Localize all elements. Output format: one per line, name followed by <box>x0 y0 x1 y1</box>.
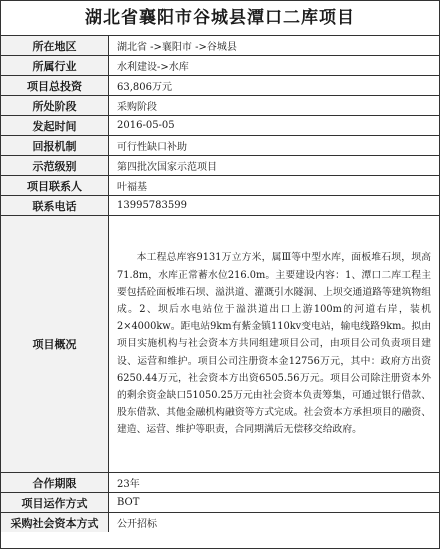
table-row <box>1 116 439 136</box>
field-value: 13995783599 <box>109 196 440 216</box>
table-row <box>1 196 439 216</box>
table-row <box>1 136 439 156</box>
field-value: 水利建设->水库 <box>109 56 440 76</box>
field-value: BOT <box>109 493 440 513</box>
field-value: 可行性缺口补助 <box>109 136 440 156</box>
table-row <box>1 56 439 76</box>
field-label: 合作期限 <box>1 473 109 493</box>
field-label: 项目总投资 <box>1 76 109 96</box>
field-value: 湖北省 ->襄阳市 ->谷城县 <box>109 36 440 56</box>
field-label: 联系电话 <box>1 196 109 216</box>
page-title: 湖北省襄阳市谷城县潭口二库项目 <box>1 1 439 36</box>
field-label: 所在地区 <box>1 36 109 56</box>
field-label: 示范级别 <box>1 156 109 176</box>
table-row <box>1 96 439 116</box>
field-value: 叶福基 <box>109 176 440 196</box>
field-label: 所属行业 <box>1 56 109 76</box>
field-value: 2016-05-05 <box>109 116 440 136</box>
field-label: 发起时间 <box>1 116 109 136</box>
field-value: 第四批次国家示范项目 <box>109 156 440 176</box>
overview-label: 项目概况 <box>1 216 109 473</box>
field-label: 所处阶段 <box>1 96 109 116</box>
overview-row <box>1 216 439 473</box>
field-label: 回报机制 <box>1 136 109 156</box>
field-label: 项目运作方式 <box>1 493 109 513</box>
field-label: 项目联系人 <box>1 176 109 196</box>
overview-text: 本工程总库容9131万立方米，属Ⅲ等中型水库，面板堆石坝，坝高71.8m，水库正常蓄水位216.0m。主要建设内容：1、潭口二库工程主要包括砼面板堆石坝、溢洪道、灌溉引水隧洞、上坝交通道路等建筑物组成。2、坝后水电站位于溢洪道出口上游100m的河道右岸，装机2×4000kw。距电站9km有紫金镇110kv变电站，输电线路9km。拟由项目实施机构与社会资本方共同组建项目公司，由项目公司负责项目建设、运营和维护。项目公司注册资本金12756万元，其中：政府方出资6250.44万元，社会资本方出资6505.56万元。项目公司除注册资本外的剩余资金缺口51050.25万元由社会资本负责筹集，可通过银行借款、股东借款、其他金融机构融资等方式完成。社会资本方承担项目的融资、建造、运营、维护等职责，合同期满后无偿移交给政府。 <box>109 216 440 473</box>
table-row <box>1 473 439 493</box>
table-row <box>1 156 439 176</box>
field-value: 采购阶段 <box>109 96 440 116</box>
table-row <box>1 76 439 96</box>
field-value: 63,806万元 <box>109 76 440 96</box>
field-value: 公开招标 <box>109 513 440 533</box>
table-row <box>1 493 439 513</box>
field-label: 采购社会资本方式 <box>1 513 109 533</box>
table-row <box>1 513 439 533</box>
project-info-table <box>1 36 439 532</box>
field-value: 23年 <box>109 473 440 493</box>
table-row <box>1 176 439 196</box>
table-row <box>1 36 439 56</box>
